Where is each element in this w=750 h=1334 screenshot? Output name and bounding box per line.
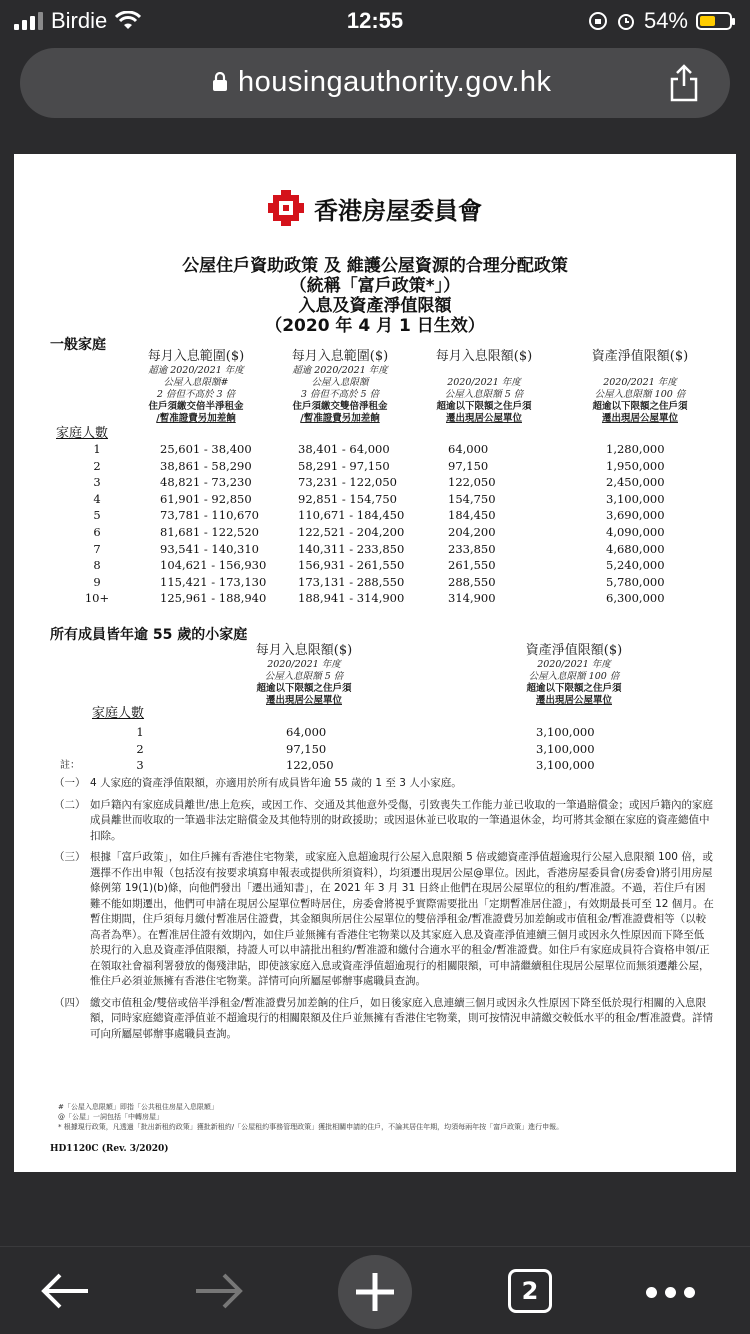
- table-cell: 104,621 - 156,930: [160, 558, 267, 573]
- household-size-header: 家庭人數: [92, 706, 145, 721]
- back-arrow-icon[interactable]: [38, 1265, 92, 1317]
- table-cell: 64,000: [286, 725, 327, 739]
- table-cell: 122,050: [448, 475, 496, 490]
- household-size-cell: 3: [93, 475, 101, 490]
- table-cell: 314,900: [448, 591, 496, 606]
- share-icon[interactable]: [668, 64, 700, 102]
- table-cell: 122,050: [286, 758, 334, 772]
- table-cell: 3,100,000: [606, 491, 665, 506]
- household-size-cell: 8: [93, 558, 101, 573]
- table-cell: 204,200: [448, 525, 496, 539]
- title-line: （統稱「富戶政策*」）: [289, 276, 461, 296]
- household-size-cell: 9: [93, 574, 101, 589]
- t1-col-header: 資產淨值限額($) 2020/2021 年度 公屋入息限額 100 倍 超逾以下限額之住戶須 遷出現居公屋單位: [591, 349, 689, 424]
- table-cell: 5,780,000: [606, 574, 665, 589]
- household-size-cell: 6: [93, 525, 101, 539]
- table-cell: 4,680,000: [606, 541, 665, 556]
- household-size-cell: 3: [136, 758, 144, 772]
- note-item: （四） 繳交市值租金/雙倍或倍半淨租金/暫准證費另加差餉的住戶，如日後家庭入息連續三個月或因永久性原因下降至低於現行相關的入息限額，同時家庭總資產淨值並不超逾現行的相關限額及住戶並無擁有香港住宅物業，則可按情況申請繳交較低水平的租金/暫准證費。詳情可向所屬屋邨辦事處職員查詢。: [54, 996, 714, 1040]
- table-cell: 6,300,000: [606, 591, 665, 606]
- orientation-lock-icon: [588, 11, 608, 31]
- table-cell: 154,750: [448, 491, 496, 506]
- household-size-cell: 7: [93, 541, 101, 556]
- table-cell: 61,901 - 92,850: [160, 491, 252, 506]
- tab-switcher-button[interactable]: 2: [508, 1269, 552, 1313]
- table-cell: 58,291 - 97,150: [298, 458, 390, 473]
- document-title: [14, 256, 736, 336]
- table-cell: 92,851 - 154,750: [298, 491, 397, 506]
- table-cell: 3,100,000: [536, 758, 595, 772]
- table-cell: 97,150: [448, 458, 489, 473]
- table-cell: 97,150: [286, 741, 327, 756]
- form-code: HD1120C (Rev. 3/2020): [50, 1144, 169, 1154]
- section-heading-elderly: 所有成員皆年逾 55 歲的小家庭: [50, 627, 248, 643]
- table-cell: 110,671 - 184,450: [298, 508, 405, 523]
- table-cell: 38,401 - 64,000: [298, 442, 390, 456]
- table-cell: 188,941 - 314,900: [298, 591, 405, 606]
- title-line: （2020 年 4 月 1 日生效）: [265, 316, 485, 336]
- table-cell: 125,961 - 188,940: [160, 591, 267, 606]
- note-item: （二） 如戶籍內有家庭成員離世/患上危疾，或因工作、交通及其他意外受傷，引致喪失工作能力並已收取的一筆過賠償金；或因戶籍內的家庭成員離世而收取的一筆過非法定賠償金及其他特別的財政援助；或因退休並已收取的一筆過退休金，均可將其金額在家庭的資產總值中扣除。: [54, 798, 714, 842]
- lock-icon: [212, 72, 228, 92]
- header-logo: [14, 190, 736, 226]
- document-page: [14, 154, 736, 1172]
- t1-col-header: 每月入息限額($) 2020/2021 年度 公屋入息限額 5 倍 超逾以下限額之住戶須 遷出現居公屋單位: [435, 349, 533, 424]
- household-size-header: 家庭人數: [56, 426, 109, 441]
- table-cell: 93,541 - 140,310: [160, 541, 259, 556]
- t2-col-header: 資產淨值限額($) 2020/2021 年度 公屋入息限額 100 倍 超逾以下限額之住戶須 遷出現居公屋單位: [525, 643, 623, 706]
- title-line: 入息及資產淨值限額: [298, 296, 452, 316]
- table-cell: 140,311 - 233,850: [298, 541, 405, 556]
- table-cell: 115,421 - 173,130: [160, 574, 267, 589]
- household-size-cell: 1: [136, 725, 144, 739]
- title-line: 公屋住戶資助政策 及 維護公屋資源的合理分配政策: [182, 256, 568, 276]
- footnotes: #「公屋入息限額」即指「公共租住房屋入息限額」 @「公屋」一詞包括「中轉房屋」 * 根據現行政策，凡透過「批出新租約政策」獲批新租約/「公屋租約事務管理政策」獲批相關申請的住戶，不論其居住年期，均須每兩年按「富戶政策」進行申報。: [58, 1103, 564, 1131]
- table-cell: 1,950,000: [606, 458, 665, 473]
- note-item: （三） 根據「富戶政策」，如住戶擁有香港住宅物業，或家庭入息超逾現行公屋入息限額 5 倍或總資產淨值超逾現行公屋入息限額 100 倍，或選擇不作出申報（包括沒有按要求填寫申報表或提供所須資料），均須遷出現居公屋@單位。因此，香港房屋委員會(房委會)將引用房屋條例第 19(1)(b)條，向他們發出「遷出通知書」，在 2021 年 3 月 31 日終止他們在現居公屋單位的租約/暫准證。不過，若住戶有困難不能如期遷出，他們可申請在現居公屋單位暫時居住，房委會將視乎實際需要批出「定期暫准居住證」，有效期最長可至 12 個月。在暫住期間，住戶須每月繳付暫准居住證費，其金額與所居住公屋單位的雙倍淨租金/暫准證費另加差餉或市值租金/暫准證費相等（以較高者為準）。在暫准居住證有效期內，如住戶並無擁有香港住宅物業以及其家庭入息及資產淨值連續三個月或因永久性原因而下降至低於現行的入息及資產淨值限額，持證人可以申請批出租約/暫准證和繳付合適水平的租金/暫准證費。如住戶有家庭成員符合資格申領/正在領取社會福利署發放的傷殘津貼，即使該家庭入息或資產淨值超逾現行的相關限額，可申請繼續租住現居公屋單位而無須遷離公屋，惟住戶必須並無擁有香港住宅物業。詳情可向所屬屋邨辦事處職員查詢。: [54, 851, 714, 987]
- org-name: 香港房屋委員會: [314, 196, 482, 225]
- forward-arrow-icon[interactable]: [192, 1265, 246, 1317]
- table-cell: 1,280,000: [606, 442, 665, 456]
- clock: 12:55: [346, 8, 404, 33]
- new-tab-button[interactable]: [338, 1255, 412, 1329]
- housing-authority-logo-icon: [268, 190, 304, 226]
- note-item: （一） 4 人家庭的資產淨值限額，亦適用於所有成員皆年逾 55 歲的 1 至 3 人小家庭。: [54, 777, 462, 789]
- url-text[interactable]: housingauthority.gov.hk: [238, 66, 552, 98]
- table-cell: 81,681 - 122,520: [160, 525, 259, 539]
- notes-label: 註：: [60, 760, 80, 771]
- t1-col-header: 每月入息範圍($) 超逾 2020/2021 年度 公屋入息限額# 2 倍但不高於 3 倍 住戶須繳交倍半淨租金 /暫准證費另加差餉: [147, 349, 245, 424]
- household-size-cell: 5: [93, 508, 101, 523]
- household-size-cell: 4: [93, 491, 101, 506]
- section-heading-general: 一般家庭: [50, 337, 106, 353]
- table-cell: 73,231 - 122,050: [298, 475, 397, 490]
- household-size-cell: 2: [93, 458, 101, 473]
- table-cell: 288,550: [448, 574, 496, 589]
- browser-toolbar: [0, 1246, 750, 1334]
- address-bar[interactable]: [20, 48, 730, 118]
- notes-section: [54, 776, 714, 1048]
- status-bar: [0, 0, 750, 44]
- table-cell: 4,090,000: [606, 525, 665, 539]
- table-cell: 64,000: [448, 442, 489, 456]
- table-cell: 3,690,000: [606, 508, 665, 523]
- table-cell: 5,240,000: [606, 558, 665, 573]
- table-cell: 233,850: [448, 541, 496, 556]
- table-cell: 173,131 - 288,550: [298, 574, 405, 589]
- household-size-cell: 10+: [84, 591, 110, 606]
- t2-col-header: 每月入息限額($) 2020/2021 年度 公屋入息限額 5 倍 超逾以下限額之住戶須 遷出現居公屋單位: [255, 643, 353, 706]
- table-cell: 3,100,000: [536, 741, 595, 756]
- table-cell: 38,861 - 58,290: [160, 458, 252, 473]
- table-cell: 2,450,000: [606, 475, 665, 490]
- table-cell: 156,931 - 261,550: [298, 558, 405, 573]
- table-cell: 122,521 - 204,200: [298, 525, 405, 539]
- t1-col-header: 每月入息範圍($) 超逾 2020/2021 年度 公屋入息限額 3 倍但不高於 5 倍 住戶須繳交雙倍淨租金 /暫准證費另加差餉: [291, 349, 389, 424]
- carrier-name: Birdie: [51, 8, 108, 33]
- table-cell: 73,781 - 110,670: [160, 508, 259, 523]
- household-size-cell: 1: [93, 442, 101, 456]
- more-menu-button[interactable]: [646, 1287, 695, 1298]
- table-cell: 25,601 - 38,400: [160, 442, 252, 456]
- table-cell: 261,550: [448, 558, 496, 573]
- household-size-cell: 2: [136, 741, 144, 756]
- battery-icon: [696, 12, 732, 30]
- table-cell: 184,450: [448, 508, 496, 523]
- table-cell: 48,821 - 73,230: [160, 475, 252, 490]
- alarm-icon: [616, 11, 636, 31]
- battery-percent: 54%: [643, 8, 688, 33]
- table-cell: 3,100,000: [536, 725, 595, 739]
- plus-icon: [338, 1255, 412, 1329]
